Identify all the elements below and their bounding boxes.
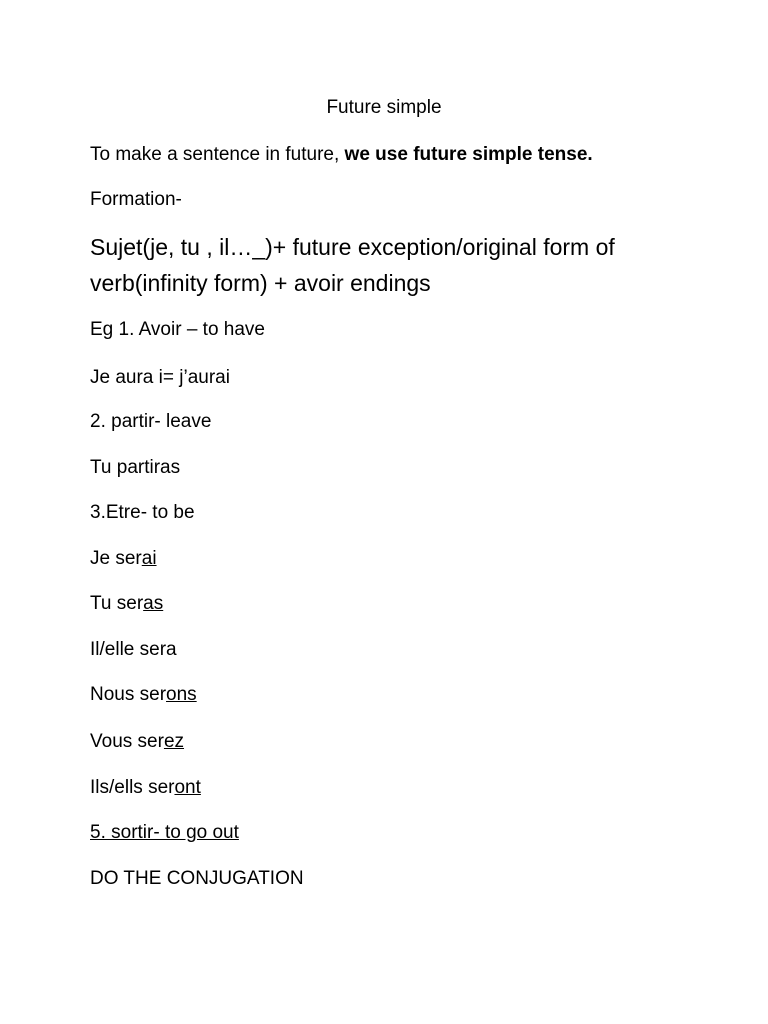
instruction-text: DO THE CONJUGATION: [90, 868, 304, 889]
etre-conjugation-vous: [90, 730, 184, 754]
intro-sentence: [90, 143, 593, 167]
formation-label: Formation-: [90, 189, 182, 210]
verb-stem: Il/elle sera: [90, 639, 177, 660]
verb-ending: ons: [166, 684, 197, 705]
formation-rule-line-1: Sujet(je, tu , il…_)+ future exception/original form of: [90, 234, 615, 260]
verb-stem: Vous ser: [90, 731, 164, 752]
example-5-heading: 5. sortir- to go out: [90, 822, 239, 843]
formation-rule-line-2: verb(infinity form) + avoir endings: [90, 270, 431, 296]
intro-bold-text: we use future simple tense.: [344, 144, 593, 165]
etre-conjugation-ils-elles: [90, 776, 201, 800]
example-1-conjugation: Je aura i= j’aurai: [90, 367, 230, 388]
verb-stem: Nous ser: [90, 684, 167, 705]
example-1-heading: Eg 1. Avoir – to have: [90, 319, 265, 340]
verb-ending: ont: [174, 777, 201, 798]
formation-rule: [90, 229, 690, 301]
verb-stem: Je ser: [90, 548, 142, 569]
page-title: Future simple: [326, 97, 442, 118]
etre-conjugation-nous: [90, 683, 197, 707]
example-2-heading: 2. partir- leave: [90, 411, 212, 432]
intro-plain-text: To make a sentence in future,: [90, 144, 345, 165]
verb-ending: ez: [163, 731, 185, 752]
verb-stem: Tu ser: [90, 593, 144, 614]
etre-conjugation-il-elle: [90, 638, 177, 662]
etre-conjugation-tu: [90, 592, 163, 616]
etre-conjugation-je: [90, 547, 157, 571]
example-3-heading: 3.Etre- to be: [90, 502, 195, 523]
verb-ending: ai: [141, 548, 157, 569]
verb-ending: as: [143, 593, 164, 614]
verb-stem: Ils/ells ser: [90, 777, 175, 798]
example-2-conjugation: Tu partiras: [90, 457, 181, 478]
